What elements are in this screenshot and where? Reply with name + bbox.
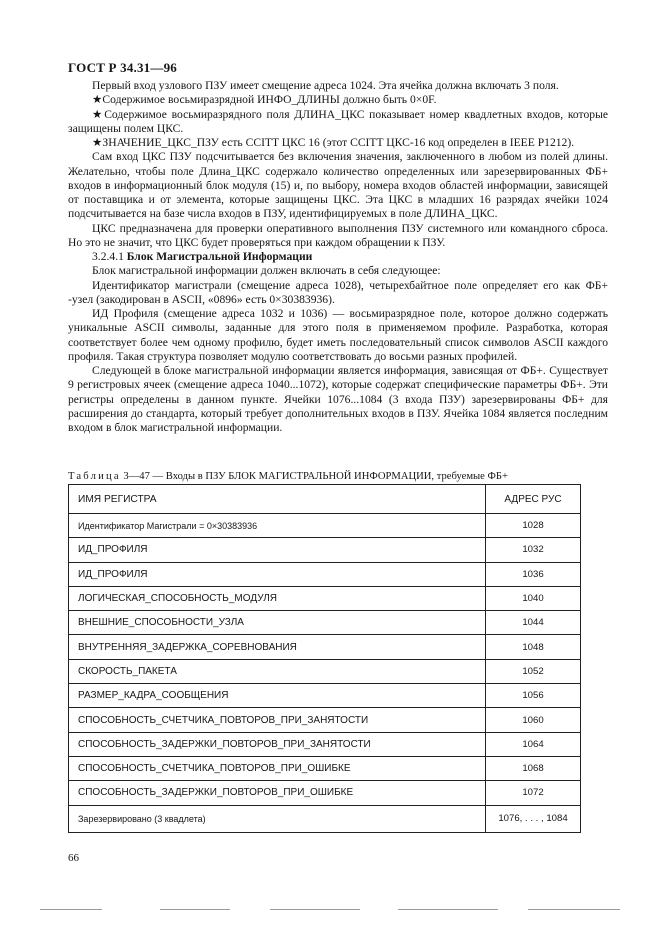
register-name: ИД_ПРОФИЛЯ: [69, 538, 486, 562]
page-number: 66: [68, 852, 79, 864]
table-row: [69, 514, 581, 538]
register-name: ВНЕШНИЕ_СПОСОБНОСТИ_УЗЛА: [69, 611, 486, 635]
table-row: [69, 586, 581, 610]
register-address: 1056: [486, 684, 581, 708]
table-row: [69, 611, 581, 635]
paragraph: Сам вход ЦКС ПЗУ подсчитывается без включения значения, заключенного в любом из полей длины. Желательно, чтобы поле Длина_ЦКС содержало количество определенных или зарезервированных ФБ+ входов в информационный блок модуля (15) и, по выбору, номера входов областей информации, зависящей от поставщика и от элемента, которые защищены ЦКС. Эта ЦКС в младших 16 разрядах ячейки 1024 подсчитывается на базе числа входов в ПЗУ, идентифицируемых в поле ДЛИНА_ЦКС.: [68, 150, 608, 221]
footer-rule: [40, 909, 102, 910]
footer-rule: [270, 909, 360, 910]
footer-rule: [160, 909, 230, 910]
body-text: [68, 79, 608, 435]
paragraph: ★ЗНАЧЕНИЕ_ЦКС_ПЗУ есть CCITT ЦКС 16 (этот CCITT ЦКС-16 код определен в IEEE P1212).: [92, 136, 575, 149]
table-row: [69, 708, 581, 732]
register-address: 1048: [486, 635, 581, 659]
register-name: СПОСОБНОСТЬ_СЧЕТЧИКА_ПОВТОРОВ_ПРИ_ОШИБКЕ: [69, 756, 486, 780]
subsection-title: Блок Магистральной Информации: [126, 250, 313, 263]
subsection-heading: [68, 250, 608, 264]
table-row: [69, 732, 581, 756]
table-caption: [68, 471, 508, 482]
footer-rule: [398, 909, 498, 910]
register-address: 1052: [486, 659, 581, 683]
register-name: ИД_ПРОФИЛЯ: [69, 562, 486, 586]
register-address: 1032: [486, 538, 581, 562]
paragraph: ★Содержимое восьмиразрядной ИНФО_ДЛИНЫ должно быть 0×0F.: [92, 93, 437, 107]
register-name: СПОСОБНОСТЬ_СЧЕТЧИКА_ПОВТОРОВ_ПРИ_ЗАНЯТОСТИ: [69, 708, 486, 732]
register-address: 1044: [486, 611, 581, 635]
register-name: ЛОГИЧЕСКАЯ_СПОСОБНОСТЬ_МОДУЛЯ: [69, 586, 486, 610]
register-name: Зарезервировано (3 квадлета): [69, 805, 486, 832]
table-row: [69, 562, 581, 586]
register-name: СКОРОСТЬ_ПАКЕТА: [69, 659, 486, 683]
table-caption-label: Таблица: [68, 471, 121, 482]
register-address: 1076, . . . , 1084: [486, 805, 581, 832]
register-name: СПОСОБНОСТЬ_ЗАДЕРЖКИ_ПОВТОРОВ_ПРИ_ЗАНЯТОСТИ: [69, 732, 486, 756]
document-header: ГОСТ Р 34.31—96: [68, 60, 177, 75]
paragraph: ИД Профиля (смещение адреса 1032 и 1036) — восьмиразрядное поле, которое должно содержать уникальные ASCII символы, заданные для этого поля в применяемом профиле. Разработка, которая соответствует более чем одному профилю, будет иметь последовательный список символов ASCII каждого профиля. Такая структура позволяет модулю соответствовать до восьми разных профилей.: [68, 307, 608, 363]
header-name-cell: ИМЯ РЕГИСТРА: [69, 485, 486, 514]
subsection-number: 3.2.4.1: [92, 250, 124, 263]
paragraph: Идентификатор магистрали (смещение адреса 1028), четырехбайтное поле определяет его как ФБ+ -узел (закодирован в ASCII, «0896» есть 0×30383936).: [68, 278, 608, 306]
register-address: 1028: [486, 514, 581, 538]
paragraph: Блок магистральной информации должен включать в себя следующее:: [92, 264, 441, 278]
paragraph: ★Содержимое восьмиразрядного поля ДЛИНА_ЦКС показывает номер квадлетных входов, которые защищены полем ЦКС.: [68, 107, 608, 135]
register-name: СПОСОБНОСТЬ_ЗАДЕРЖКИ_ПОВТОРОВ_ПРИ_ОШИБКЕ: [69, 781, 486, 805]
register-address: 1036: [486, 562, 581, 586]
table-row: [69, 805, 581, 832]
register-name: ВНУТРЕННЯЯ_ЗАДЕРЖКА_СОРЕВНОВАНИЯ: [69, 635, 486, 659]
table-row: [69, 684, 581, 708]
register-address: 1068: [486, 756, 581, 780]
register-address: 1060: [486, 708, 581, 732]
table-row: [69, 756, 581, 780]
register-name: РАЗМЕР_КАДРА_СООБЩЕНИЯ: [69, 684, 486, 708]
paragraph: Первый вход узлового ПЗУ имеет смещение адреса 1024. Эта ячейка должна включать 3 поля.: [92, 79, 559, 92]
table-row: [69, 538, 581, 562]
paragraph: ЦКС предназначена для проверки оперативного выполнения ПЗУ системного или командного сброса. Но это не значит, что ЦКС будет проверяться при каждом обращении к ПЗУ.: [68, 221, 608, 249]
register-address: 1064: [486, 732, 581, 756]
register-address: 1040: [486, 586, 581, 610]
footer-rule: [528, 909, 620, 910]
table-row: [69, 635, 581, 659]
table-row: [69, 659, 581, 683]
table-header-row: [69, 485, 581, 514]
register-name: Идентификатор Магистрали = 0×30383936: [69, 514, 486, 538]
register-address: 1072: [486, 781, 581, 805]
register-table: [68, 484, 581, 833]
table-caption-text: 3—47 — Входы в ПЗУ БЛОК МАГИСТРАЛЬНОЙ ИНФОРМАЦИИ, требуемые ФБ+: [120, 471, 508, 482]
header-address-cell: АДРЕС РУС: [486, 485, 581, 514]
paragraph: Следующей в блоке магистральной информации является информация, зависящая от ФБ+. Существует 9 регистровых ячеек (смещение адреса 1040...1072), которые содержат специфические параметры ФБ+. Эти регистры определены в данном пункте. Ячейки 1076...1084 (3 входа ПЗУ) зарезервированы ФБ+ для расширения до стандарта, который требует дополнительных входов в ПЗУ. Ячейка 1084 является последним входом в блок магистральной информации.: [68, 364, 608, 434]
table-row: [69, 781, 581, 805]
